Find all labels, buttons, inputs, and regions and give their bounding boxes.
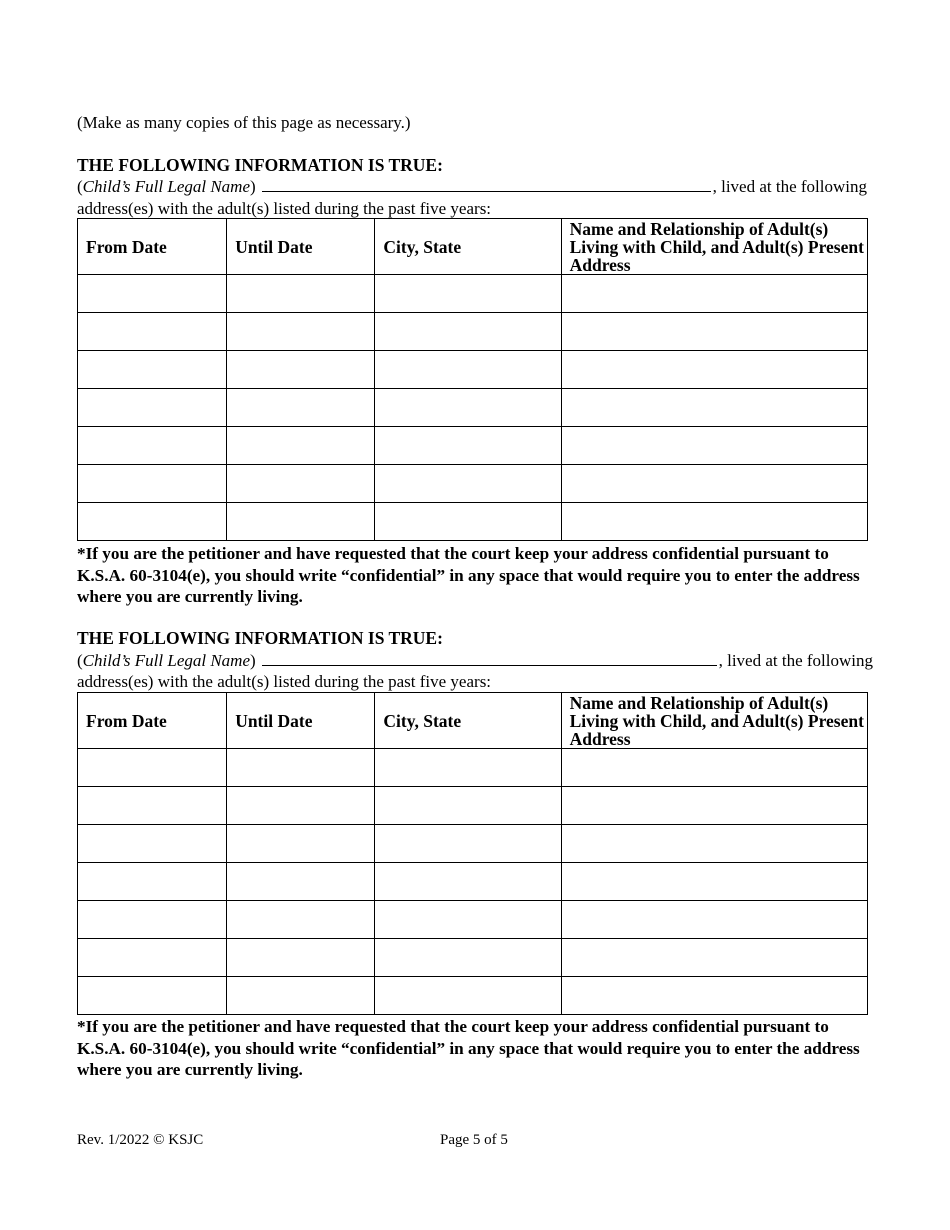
cell-adult-info[interactable]: [561, 351, 867, 389]
cell-adult-info[interactable]: [561, 863, 867, 901]
child-name-label: Child’s Full Legal Name: [82, 177, 251, 196]
paren-close: ): [250, 651, 256, 670]
table-row: [78, 427, 868, 465]
table-row: [78, 901, 868, 939]
cell-adult-info[interactable]: [561, 503, 867, 541]
cell-city-state[interactable]: [375, 275, 561, 313]
cell-adult-info[interactable]: [561, 427, 867, 465]
section-1-name-line: [77, 177, 867, 197]
section-1-heading: THE FOLLOWING INFORMATION IS TRUE:: [77, 155, 443, 175]
cell-adult-info[interactable]: [561, 787, 867, 825]
cell-adult-info[interactable]: [561, 939, 867, 977]
cell-until-date[interactable]: [227, 503, 375, 541]
cell-city-state[interactable]: [375, 787, 561, 825]
cell-from-date[interactable]: [78, 977, 227, 1015]
section-1-subtext: address(es) with the adult(s) listed during the past five years:: [77, 199, 492, 218]
table-row: [78, 749, 868, 787]
address-table-1: [77, 218, 868, 541]
child-name-label: Child’s Full Legal Name: [82, 651, 251, 670]
col-adult-name-relationship: Name and Relationship of Adult(s) Living with Child, and Adult(s) Present Address: [561, 693, 867, 749]
table-row: [78, 465, 868, 503]
cell-adult-info[interactable]: [561, 389, 867, 427]
table-row: [78, 863, 868, 901]
cell-from-date[interactable]: [78, 351, 227, 389]
cell-adult-info[interactable]: [561, 749, 867, 787]
address-table-2: [77, 692, 868, 1015]
child-name-blank-2[interactable]: [262, 651, 717, 666]
cell-city-state[interactable]: [375, 351, 561, 389]
cell-adult-info[interactable]: [561, 275, 867, 313]
cell-city-state[interactable]: [375, 503, 561, 541]
cell-from-date[interactable]: [78, 503, 227, 541]
paren-close: ): [250, 177, 256, 196]
cell-city-state[interactable]: [375, 939, 561, 977]
cell-from-date[interactable]: [78, 787, 227, 825]
child-name-blank-1[interactable]: [262, 177, 711, 192]
cell-until-date[interactable]: [227, 351, 375, 389]
lived-text: , lived at the following: [718, 651, 873, 670]
copies-instruction: (Make as many copies of this page as necessary.): [77, 113, 411, 132]
confidential-note-2: *If you are the petitioner and have requested that the court keep your address confidential pursuant to K.S.A. 60-3104(e), you should write “confidential” in any space that would require you to enter the address where you are currently living.: [77, 1017, 860, 1079]
lived-text: , lived at the following: [712, 177, 867, 196]
table-header-row: [78, 219, 868, 275]
table-row: [78, 313, 868, 351]
cell-until-date[interactable]: [227, 863, 375, 901]
cell-until-date[interactable]: [227, 389, 375, 427]
table-row: [78, 939, 868, 977]
cell-adult-info[interactable]: [561, 465, 867, 503]
cell-until-date[interactable]: [227, 427, 375, 465]
cell-from-date[interactable]: [78, 313, 227, 351]
col-city-state: City, State: [375, 693, 561, 749]
section-2-heading: THE FOLLOWING INFORMATION IS TRUE:: [77, 628, 443, 648]
cell-until-date[interactable]: [227, 977, 375, 1015]
cell-city-state[interactable]: [375, 825, 561, 863]
table-row: [78, 787, 868, 825]
col-city-state: City, State: [375, 219, 561, 275]
cell-city-state[interactable]: [375, 901, 561, 939]
cell-until-date[interactable]: [227, 313, 375, 351]
cell-until-date[interactable]: [227, 939, 375, 977]
revision-footer: Rev. 1/2022 © KSJC: [77, 1132, 204, 1148]
cell-from-date[interactable]: [78, 825, 227, 863]
cell-from-date[interactable]: [78, 901, 227, 939]
col-from-date: From Date: [78, 219, 227, 275]
table-row: [78, 351, 868, 389]
col-until-date: Until Date: [227, 693, 375, 749]
col-until-date: Until Date: [227, 219, 375, 275]
cell-until-date[interactable]: [227, 465, 375, 503]
cell-from-date[interactable]: [78, 939, 227, 977]
section-2-name-line: [77, 651, 873, 671]
cell-adult-info[interactable]: [561, 901, 867, 939]
cell-city-state[interactable]: [375, 863, 561, 901]
cell-city-state[interactable]: [375, 977, 561, 1015]
col-from-date: From Date: [78, 693, 227, 749]
col-adult-name-relationship: Name and Relationship of Adult(s) Living with Child, and Adult(s) Present Address: [561, 219, 867, 275]
cell-city-state[interactable]: [375, 749, 561, 787]
cell-city-state[interactable]: [375, 465, 561, 503]
cell-adult-info[interactable]: [561, 825, 867, 863]
table-header-row: [78, 693, 868, 749]
cell-until-date[interactable]: [227, 787, 375, 825]
cell-adult-info[interactable]: [561, 977, 867, 1015]
cell-from-date[interactable]: [78, 465, 227, 503]
cell-city-state[interactable]: [375, 389, 561, 427]
cell-from-date[interactable]: [78, 749, 227, 787]
table-row: [78, 275, 868, 313]
table-row: [78, 389, 868, 427]
table-row: [78, 503, 868, 541]
cell-adult-info[interactable]: [561, 313, 867, 351]
table-row: [78, 977, 868, 1015]
cell-until-date[interactable]: [227, 825, 375, 863]
cell-until-date[interactable]: [227, 275, 375, 313]
cell-city-state[interactable]: [375, 313, 561, 351]
cell-from-date[interactable]: [78, 389, 227, 427]
cell-from-date[interactable]: [78, 427, 227, 465]
confidential-note-1: *If you are the petitioner and have requested that the court keep your address confidential pursuant to K.S.A. 60-3104(e), you should write “confidential” in any space that would require you to enter the address where you are currently living.: [77, 544, 860, 606]
cell-until-date[interactable]: [227, 749, 375, 787]
cell-until-date[interactable]: [227, 901, 375, 939]
table-row: [78, 825, 868, 863]
cell-from-date[interactable]: [78, 863, 227, 901]
section-2-subtext: address(es) with the adult(s) listed during the past five years:: [77, 672, 492, 691]
page-number: Page 5 of 5: [440, 1132, 508, 1148]
cell-from-date[interactable]: [78, 275, 227, 313]
paren-open: (: [77, 177, 83, 196]
cell-city-state[interactable]: [375, 427, 561, 465]
paren-open: (: [77, 651, 83, 670]
